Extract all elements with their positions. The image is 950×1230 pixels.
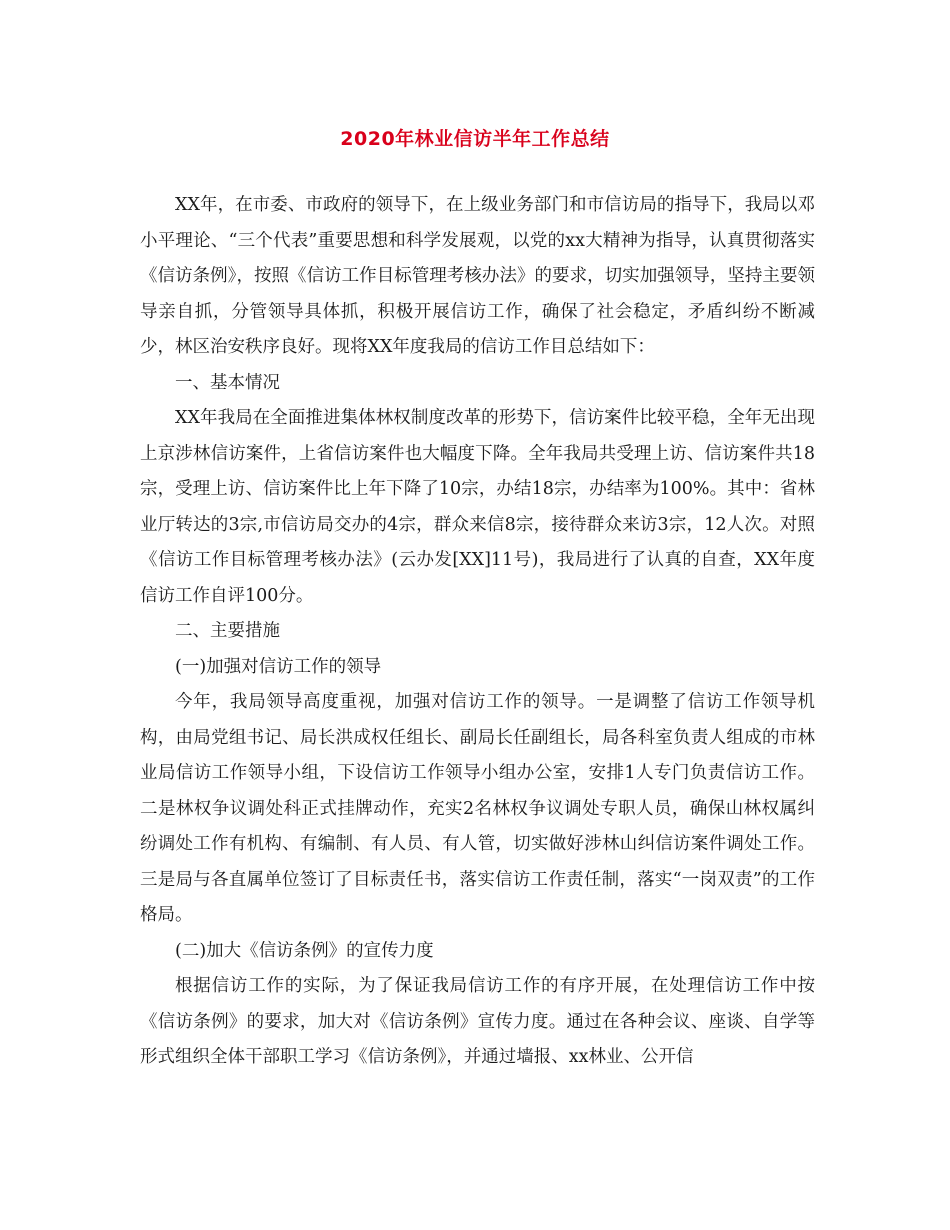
- document-body: [140, 188, 815, 1076]
- paragraph-publicity: 根据信访工作的实际，为了保证我局信访工作的有序开展，在处理信访工作中按《信访条例》的要求，加大对《信访条例》宣传力度。通过在各种会议、座谈、自学等形式组织全体干部职工学习《信访条例》，并通过墙报、xx林业、公开信: [140, 976, 815, 1067]
- subheading-publicity: (二)加大《信访条例》的宣传力度: [175, 940, 434, 961]
- document-title: 2020年林业信访半年工作总结: [340, 128, 610, 150]
- paragraph-intro: XX年，在市委、市政府的领导下，在上级业务部门和市信访局的指导下，我局以邓小平理论、“三个代表”重要思想和科学发展观，以党的xx大精神为指导，认真贯彻落实《信访条例》，按照《信访工作目标管理考核办法》的要求，切实加强领导，坚持主要领导亲自抓，分管领导具体抓，积极开展信访工作，确保了社会稳定，矛盾纠纷不断减少，林区治安秩序良好。现将XX年度我局的信访工作目总结如下：: [140, 195, 815, 357]
- section-heading-basic-situation: 一、基本情况: [175, 372, 280, 393]
- paragraph-basic-situation: XX年我局在全面推进集体林权制度改革的形势下，信访案件比较平稳，全年无出现上京涉林信访案件，上省信访案件也大幅度下降。全年我局共受理上访、信访案件共18宗，受理上访、信访案件比上年下降了10宗，办结18宗，办结率为100%。其中：省林业厅转达的3宗,市信访局交办的4宗，群众来信8宗，接待群众来访3宗，12人次。对照《信访工作目标管理考核办法》(云办发[XX]11号)，我局进行了认真的自查，XX年度信访工作自评100分。: [140, 408, 815, 606]
- section-heading-main-measures: 二、主要措施: [175, 621, 280, 641]
- paragraph-leadership: 今年，我局领导高度重视，加强对信访工作的领导。一是调整了信访工作领导机构，由局党组书记、局长洪成权任组长、副局长任副组长，局各科室负责人组成的市林业局信访工作领导小组，下设信访工作领导小组办公室，安排1人专门负责信访工作。二是林权争议调处科正式挂牌动作，充实2名林权争议调处专职人员，确保山林权属纠纷调处工作有机构、有编制、有人员、有人管，切实做好涉林山纠信访案件调处工作。三是局与各直属单位签订了目标责任书，落实信访工作责任制，落实“一岗双责”的工作格局。: [140, 692, 815, 925]
- subheading-leadership: (一)加强对信访工作的领导: [175, 656, 382, 677]
